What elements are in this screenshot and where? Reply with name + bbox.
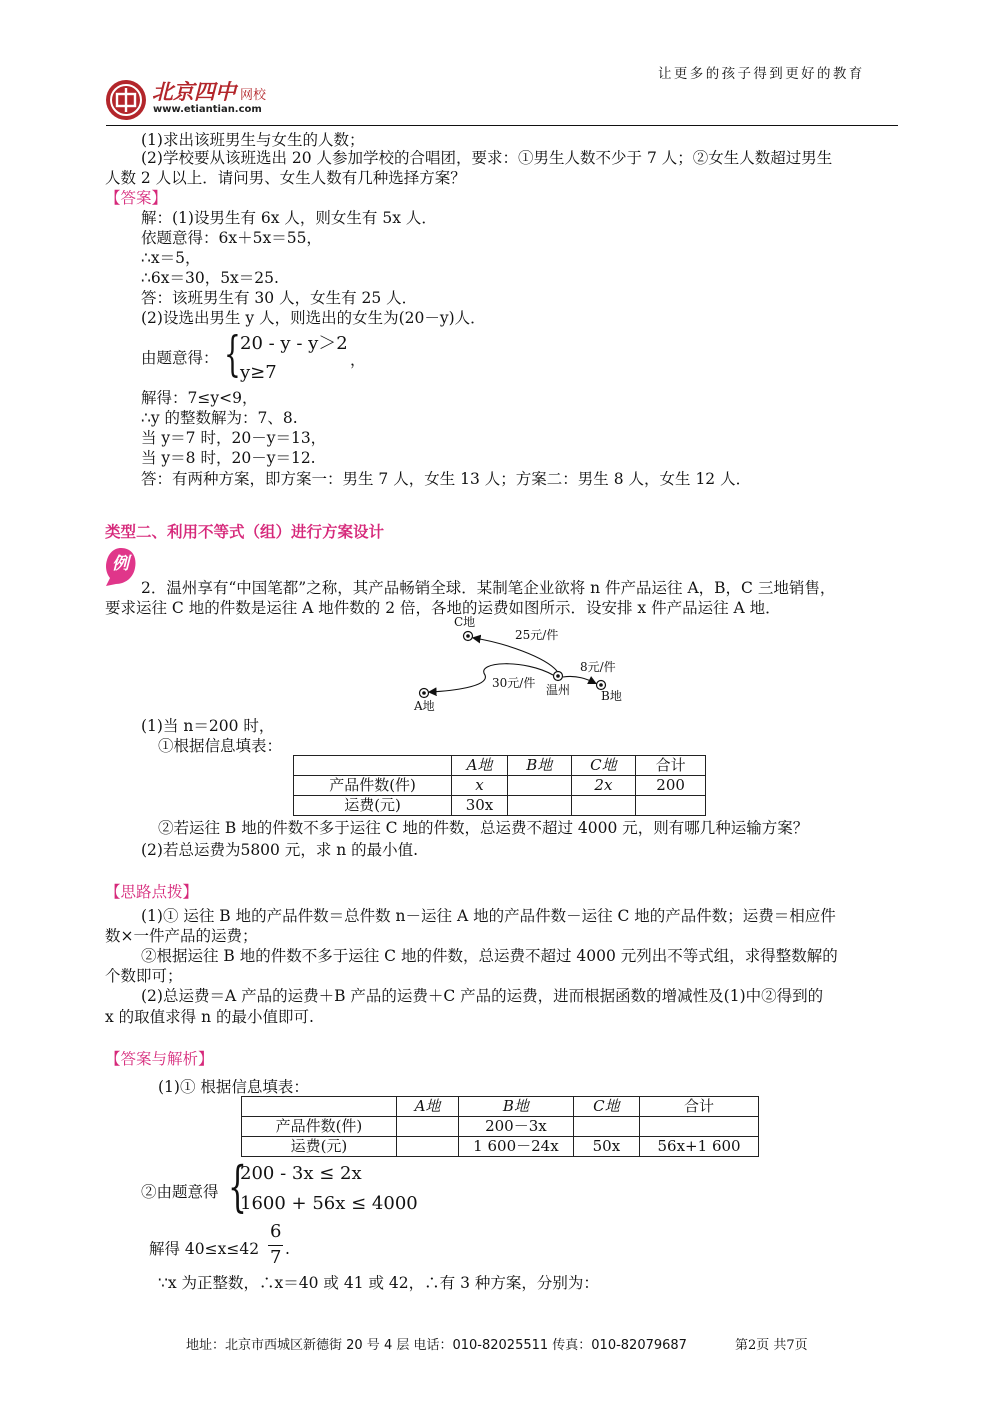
node-a	[420, 689, 429, 698]
solution-result-suffix: .	[285, 1240, 290, 1258]
logo-name: 北京四中	[152, 79, 236, 104]
sol-line: ∴x＝5，	[141, 249, 201, 267]
table-cell: 50x	[573, 1137, 639, 1157]
table-cell	[294, 756, 452, 776]
fraction-denominator: 7	[270, 1247, 282, 1268]
p2-sub1: (1)当 n＝200 时，	[141, 717, 275, 735]
table-cell: 56x+1 600	[640, 1137, 759, 1157]
solution-table	[241, 1096, 759, 1157]
label-c: C地	[454, 615, 476, 629]
q2-line1: (2)学校要从该班选出 20 人参加学校的合唱团，要求：①男生人数不少于 7 人；②女生人数超过男生	[141, 149, 833, 167]
table-cell	[396, 1117, 458, 1137]
table-cell: 30x	[452, 796, 508, 816]
solution-last-line: ∵x 为正整数，∴x＝40 或 41 或 42，∴有 3 种方案，分别为：	[158, 1274, 599, 1292]
sol2-line: 答：有两种方案，即方案一：男生 7 人，女生 13 人；方案二：男生 8 人，女生 12 人．	[141, 470, 752, 488]
system-eq2: y≥7	[240, 362, 277, 383]
hint-line: 数×一件产品的运费；	[105, 927, 258, 945]
table-cell: 合计	[640, 1097, 759, 1117]
table-cell	[507, 776, 571, 796]
table-cell	[571, 796, 636, 816]
price-b: 8元/件	[580, 660, 616, 674]
sol2-line: 当 y＝8 时，20－y＝12.	[141, 449, 316, 467]
table-cell: B地	[507, 756, 571, 776]
table-cell: B地	[459, 1097, 574, 1117]
fraction	[268, 1221, 284, 1271]
example-badge-text: 例	[112, 554, 129, 574]
table-cell: 运费(元)	[242, 1137, 397, 1157]
table-cell: A地	[452, 756, 508, 776]
sol2-line: ∴y 的整数解为：7、8.	[141, 409, 298, 427]
table-cell: 产品件数(件)	[242, 1117, 397, 1137]
hint-label: 【思路点拨】	[105, 883, 199, 901]
example-badge	[104, 546, 138, 586]
answer-label: 【答案】	[105, 189, 168, 207]
solution-system-eq2: 1600 + 56x ≤ 4000	[240, 1193, 418, 1214]
sol2-line: 解得：7≤y<9，	[141, 389, 258, 407]
label-b: B地	[601, 689, 622, 703]
table-cell: 1 600－24x	[459, 1137, 574, 1157]
q2-line2: 人数 2 人以上．请问男、女生人数有几种选择方案？	[105, 169, 466, 187]
fraction-bar	[268, 1245, 283, 1246]
table-cell: 产品件数(件)	[294, 776, 452, 796]
hint-line: ②根据运往 B 地的件数不多于运往 C 地的件数，总运费不超过 4000 元列出不等式组，求得整数解的	[141, 947, 838, 965]
solution-system-brace: {	[228, 1155, 247, 1218]
footer-address: 地址：北京市西城区新德街 20 号 4 层 电话：010-82025511 传真：010-82079687	[186, 1338, 687, 1353]
fraction-numerator: 6	[270, 1221, 282, 1242]
sol2-line: 当 y＝7 时，20－y＝13，	[141, 429, 327, 447]
route-to-c	[474, 638, 557, 671]
sol-line: (2)设选出男生 y 人，则选出的女生为(20－y)人．	[141, 309, 486, 327]
table-cell	[507, 796, 571, 816]
p2-sub2: (2)若总运费为5800 元，求 n 的最小值.	[141, 841, 419, 859]
hint-line: (1)① 运往 B 地的产品件数＝总件数 n－运往 A 地的产品件数－运往 C 地的产品件数；运费＝相应件	[141, 907, 836, 925]
q1: (1)求出该班男生与女生的人数；	[141, 131, 365, 149]
solution-system-eq1: 200 - 3x ≤ 2x	[240, 1163, 362, 1184]
solution-system-label: ②由题意得	[141, 1183, 219, 1201]
p2-sub1a: ①根据信息填表：	[158, 737, 283, 755]
label-center: 温州	[546, 683, 571, 697]
table-cell	[573, 1117, 639, 1137]
hint-line: x 的取值求得 n 的最小值即可.	[105, 1008, 314, 1026]
table-cell: 200	[636, 776, 706, 796]
solution-result: 解得 40≤x≤42	[149, 1240, 260, 1258]
table-cell: C地	[571, 756, 636, 776]
sol-line: 解：(1)设男生有 6x 人，则女生有 5x 人．	[141, 209, 437, 227]
price-a: 30元/件	[492, 676, 536, 690]
sol-line: ∴6x＝30，5x＝25.	[141, 269, 279, 287]
table-cell: 运费(元)	[294, 796, 452, 816]
table-cell: x	[452, 776, 508, 796]
freight-table	[293, 755, 706, 816]
section-heading: 类型二、利用不等式（组）进行方案设计	[105, 523, 385, 541]
table-cell	[396, 1137, 458, 1157]
table-header-row	[242, 1097, 759, 1117]
system-brace: {	[224, 326, 241, 382]
price-c: 25元/件	[515, 628, 559, 642]
hint-line: (2)总运费＝A 产品的运费＋B 产品的运费＋C 产品的运费，进而根据函数的增减性及(1)中②得到的	[141, 987, 824, 1005]
table-cell	[242, 1097, 397, 1117]
table-cell: 2x	[571, 776, 636, 796]
table-cell: A地	[396, 1097, 458, 1117]
logo-url: www.etiantian.com	[153, 104, 262, 115]
logo-seal-icon	[104, 78, 148, 122]
node-center	[554, 672, 563, 681]
table-row	[294, 776, 706, 796]
logo-suffix: 网校	[240, 88, 267, 103]
sol-line: 答：该班男生有 30 人，女生有 25 人．	[141, 289, 418, 307]
p2-line2: 要求运往 C 地的件数是运往 A 地件数的 2 倍，各地的运费如图所示．设安排 x 件产品运往 A 地．	[105, 599, 781, 617]
hint-line: 个数即可；	[105, 967, 183, 985]
sol-line: 依题意得：6x＋5x＝55，	[141, 229, 322, 247]
header-slogan: 让更多的孩子得到更好的教育	[658, 66, 865, 82]
table-row	[242, 1137, 759, 1157]
footer-page: 第2页 共7页	[735, 1338, 808, 1353]
table-cell: C地	[573, 1097, 639, 1117]
table-cell	[640, 1117, 759, 1137]
p2-line1: 2．温州享有“中国笔都”之称，其产品畅销全球．某制笔企业欲将 n 件产品运往 A，B，C 三地销售，	[141, 579, 836, 597]
header-rule	[106, 125, 898, 126]
school-logo	[104, 78, 148, 122]
system-label: 由题意得：	[141, 349, 219, 367]
table-header-row	[294, 756, 706, 776]
freight-diagram	[405, 615, 635, 715]
table-cell	[636, 796, 706, 816]
p2-sub1b: ②若运往 B 地的件数不多于运往 C 地的件数，总运费不超过 4000 元，则有哪几种运输方案？	[158, 819, 809, 837]
solution-line1: (1)① 根据信息填表：	[158, 1078, 309, 1096]
node-c	[464, 632, 473, 641]
system-comma: ，	[350, 351, 366, 369]
solution-label: 【答案与解析】	[105, 1050, 214, 1068]
table-cell: 合计	[636, 756, 706, 776]
table-row	[294, 796, 706, 816]
header	[0, 0, 1000, 130]
table-cell: 200－3x	[459, 1117, 574, 1137]
table-row	[242, 1117, 759, 1137]
system-eq1: 20 - y - y＞2	[240, 333, 348, 354]
label-a: A地	[414, 699, 435, 713]
